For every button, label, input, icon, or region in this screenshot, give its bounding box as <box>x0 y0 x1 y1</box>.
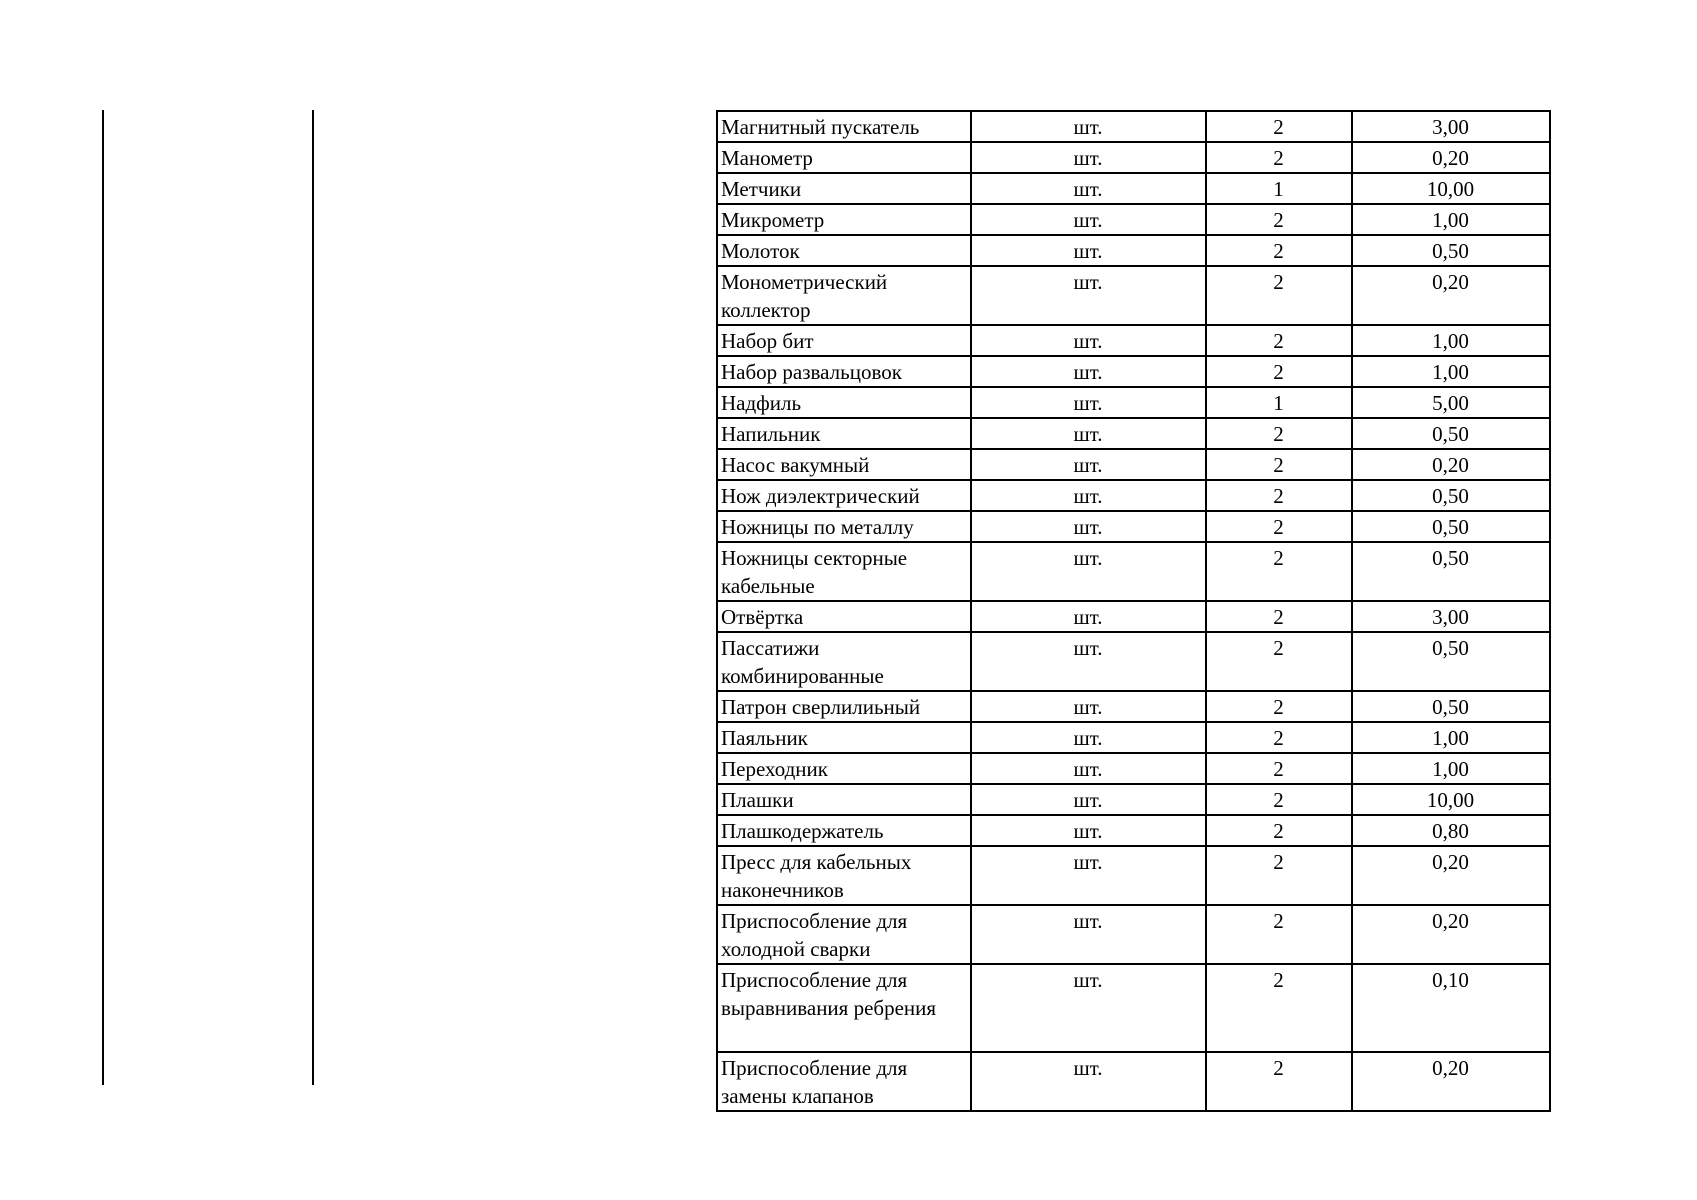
item-name: Пресс для кабельных наконечников <box>717 846 971 905</box>
item-name: Плашки <box>717 784 971 815</box>
item-quantity: 2 <box>1206 235 1352 266</box>
item-value: 0,20 <box>1352 266 1550 325</box>
item-unit: шт. <box>971 691 1206 722</box>
item-value: 0,20 <box>1352 846 1550 905</box>
table-row <box>717 235 1550 266</box>
item-name: Манометр <box>717 142 971 173</box>
item-name: Патрон сверлилиьный <box>717 691 971 722</box>
item-quantity: 2 <box>1206 601 1352 632</box>
table-row <box>717 418 1550 449</box>
item-value: 0,50 <box>1352 235 1550 266</box>
item-name: Приспособление для выравнивания ребрения <box>717 964 971 1052</box>
table-row <box>717 784 1550 815</box>
item-name: Монометрический коллектор <box>717 266 971 325</box>
table-row <box>717 204 1550 235</box>
item-name: Набор бит <box>717 325 971 356</box>
item-name: Переходник <box>717 753 971 784</box>
item-value: 0,10 <box>1352 964 1550 1052</box>
item-quantity: 2 <box>1206 691 1352 722</box>
table-row <box>717 173 1550 204</box>
item-quantity: 2 <box>1206 722 1352 753</box>
item-quantity: 2 <box>1206 1052 1352 1111</box>
item-value: 0,80 <box>1352 815 1550 846</box>
item-name: Метчики <box>717 173 971 204</box>
table-row <box>717 722 1550 753</box>
item-unit: шт. <box>971 204 1206 235</box>
table-row <box>717 846 1550 905</box>
item-name: Насос вакумный <box>717 449 971 480</box>
item-unit: шт. <box>971 511 1206 542</box>
item-quantity: 1 <box>1206 387 1352 418</box>
item-quantity: 2 <box>1206 418 1352 449</box>
item-unit: шт. <box>971 325 1206 356</box>
item-quantity: 2 <box>1206 964 1352 1052</box>
item-value: 1,00 <box>1352 753 1550 784</box>
item-value: 1,00 <box>1352 356 1550 387</box>
item-quantity: 2 <box>1206 815 1352 846</box>
item-name: Набор развальцовок <box>717 356 971 387</box>
table-row <box>717 815 1550 846</box>
item-name: Микрометр <box>717 204 971 235</box>
table-row <box>717 753 1550 784</box>
item-quantity: 2 <box>1206 449 1352 480</box>
column-border-left-1 <box>102 110 104 1085</box>
item-quantity: 2 <box>1206 204 1352 235</box>
item-quantity: 2 <box>1206 905 1352 964</box>
item-unit: шт. <box>971 142 1206 173</box>
table-row <box>717 480 1550 511</box>
table-row <box>717 601 1550 632</box>
item-value: 10,00 <box>1352 173 1550 204</box>
item-name: Отвёртка <box>717 601 971 632</box>
item-quantity: 2 <box>1206 784 1352 815</box>
item-name: Приспособление для холодной сварки <box>717 905 971 964</box>
table-row <box>717 266 1550 325</box>
item-quantity: 1 <box>1206 173 1352 204</box>
item-unit: шт. <box>971 846 1206 905</box>
item-quantity: 2 <box>1206 111 1352 142</box>
item-name: Надфиль <box>717 387 971 418</box>
item-quantity: 2 <box>1206 846 1352 905</box>
item-unit: шт. <box>971 1052 1206 1111</box>
item-unit: шт. <box>971 632 1206 691</box>
item-name: Пассатижи комбинированные <box>717 632 971 691</box>
table-row <box>717 511 1550 542</box>
item-unit: шт. <box>971 964 1206 1052</box>
item-quantity: 2 <box>1206 542 1352 601</box>
table-row <box>717 905 1550 964</box>
item-value: 0,50 <box>1352 418 1550 449</box>
item-quantity: 2 <box>1206 356 1352 387</box>
item-value: 5,00 <box>1352 387 1550 418</box>
item-value: 1,00 <box>1352 204 1550 235</box>
item-name: Ножницы по металлу <box>717 511 971 542</box>
item-unit: шт. <box>971 387 1206 418</box>
item-name: Плашкодержатель <box>717 815 971 846</box>
item-value: 0,50 <box>1352 511 1550 542</box>
item-unit: шт. <box>971 173 1206 204</box>
table-row <box>717 632 1550 691</box>
table-row <box>717 142 1550 173</box>
item-value: 0,20 <box>1352 449 1550 480</box>
item-unit: шт. <box>971 815 1206 846</box>
item-value: 3,00 <box>1352 111 1550 142</box>
table-row <box>717 449 1550 480</box>
item-quantity: 2 <box>1206 753 1352 784</box>
item-name: Ножницы секторные кабельные <box>717 542 971 601</box>
table-row <box>717 542 1550 601</box>
item-value: 10,00 <box>1352 784 1550 815</box>
item-unit: шт. <box>971 480 1206 511</box>
item-value: 3,00 <box>1352 601 1550 632</box>
item-value: 0,50 <box>1352 632 1550 691</box>
item-value: 0,50 <box>1352 691 1550 722</box>
item-quantity: 2 <box>1206 480 1352 511</box>
item-unit: шт. <box>971 722 1206 753</box>
item-name: Молоток <box>717 235 971 266</box>
table-row <box>717 356 1550 387</box>
item-unit: шт. <box>971 235 1206 266</box>
item-quantity: 2 <box>1206 632 1352 691</box>
item-unit: шт. <box>971 905 1206 964</box>
item-value: 0,50 <box>1352 480 1550 511</box>
item-unit: шт. <box>971 784 1206 815</box>
item-name: Паяльник <box>717 722 971 753</box>
item-value: 0,20 <box>1352 142 1550 173</box>
equipment-table <box>716 110 1551 1112</box>
item-unit: шт. <box>971 266 1206 325</box>
table-row <box>717 691 1550 722</box>
column-border-left-2 <box>312 110 314 1085</box>
table-row <box>717 387 1550 418</box>
item-name: Нож диэлектрический <box>717 480 971 511</box>
table-row <box>717 325 1550 356</box>
item-unit: шт. <box>971 753 1206 784</box>
item-value: 0,20 <box>1352 1052 1550 1111</box>
item-name: Напильник <box>717 418 971 449</box>
item-value: 0,20 <box>1352 905 1550 964</box>
table-row <box>717 111 1550 142</box>
item-quantity: 2 <box>1206 325 1352 356</box>
item-quantity: 2 <box>1206 266 1352 325</box>
item-unit: шт. <box>971 449 1206 480</box>
item-value: 0,50 <box>1352 542 1550 601</box>
item-name: Магнитный пускатель <box>717 111 971 142</box>
item-unit: шт. <box>971 356 1206 387</box>
table-row <box>717 964 1550 1052</box>
table-row <box>717 1052 1550 1111</box>
item-value: 1,00 <box>1352 325 1550 356</box>
item-value: 1,00 <box>1352 722 1550 753</box>
item-unit: шт. <box>971 111 1206 142</box>
item-unit: шт. <box>971 418 1206 449</box>
item-unit: шт. <box>971 601 1206 632</box>
item-quantity: 2 <box>1206 142 1352 173</box>
item-name: Приспособление для замены клапанов <box>717 1052 971 1111</box>
item-quantity: 2 <box>1206 511 1352 542</box>
item-unit: шт. <box>971 542 1206 601</box>
